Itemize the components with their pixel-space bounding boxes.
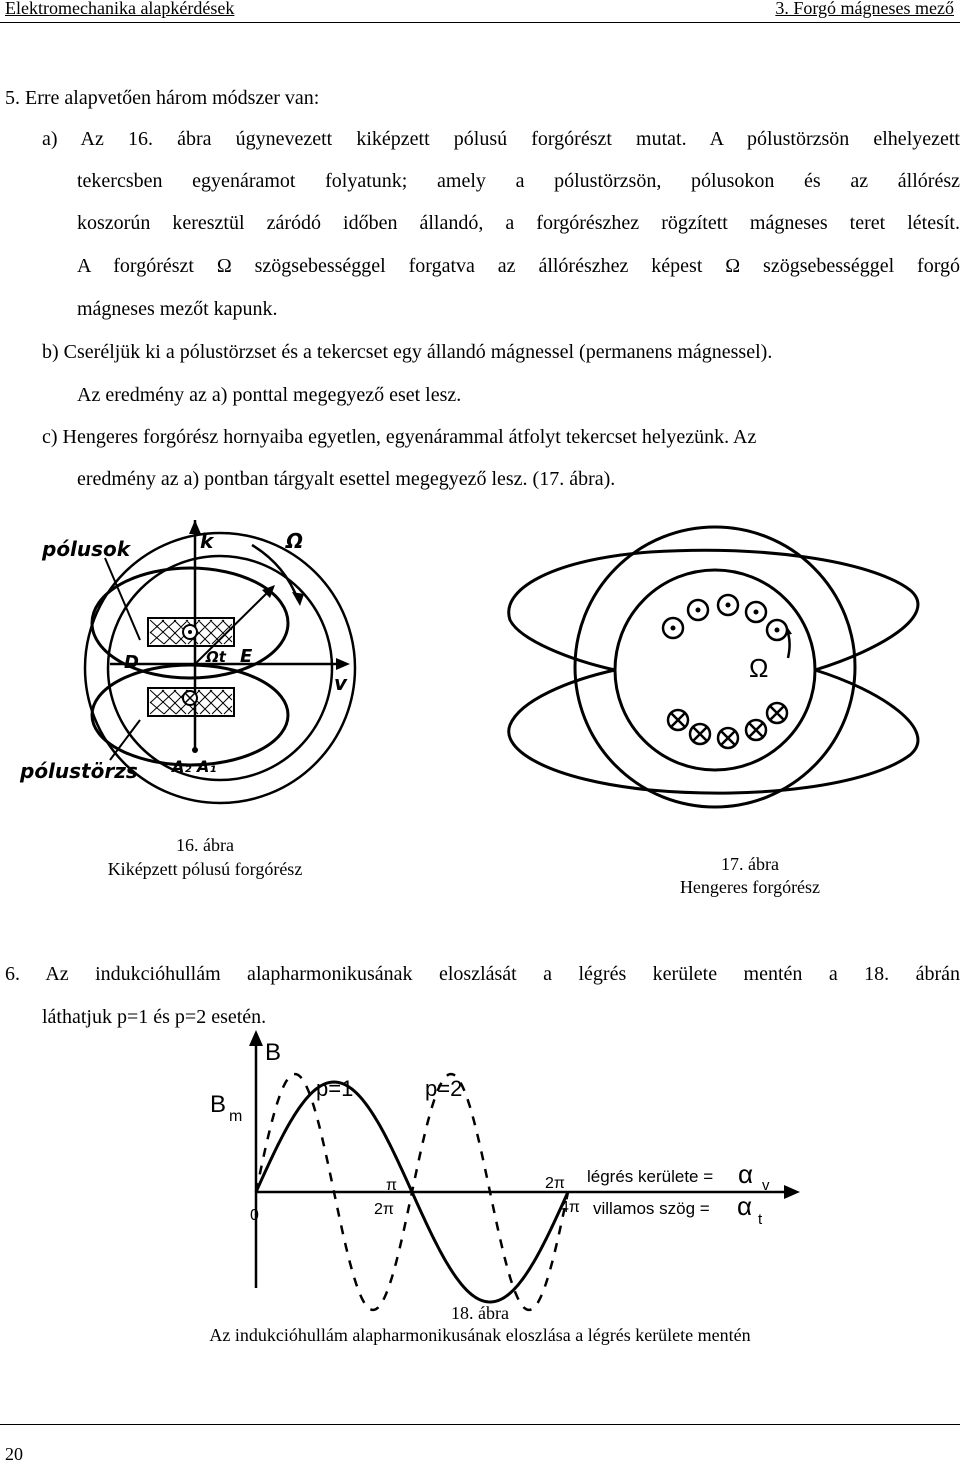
villamos-subscript: t [758,1211,763,1228]
rotor-circle [615,570,815,770]
item-b-line2: Az eredmény az a) ponttal megegyező eset lesz. [77,384,462,406]
page-number: 20 [5,1444,23,1464]
field-line-bottom [509,670,918,793]
label-k: k [200,529,214,553]
item-a-line2: tekercsben egyenáramot folyatunk; amely a pólustörzsön, pólusokon és az állórész [77,170,960,192]
p2-label: p=2 [425,1076,463,1101]
omega-arrowhead [292,592,304,606]
item-a-line5: mágneses mezőt kapunk. [77,298,278,320]
villamos-label: villamos szög = [593,1199,710,1218]
item-b-line1: b) Cseréljük ki a pólustörzset és a tekercset egy állandó mágnessel (permanens mágnessel). [42,341,773,363]
item-a-line1: a) Az 16. ábra úgynevezett kiképzett pólusú forgórészt mutat. A pólustörzsön elhelyezett [42,128,960,150]
figure-16-diagram [0,520,380,800]
figure-17-diagram [530,520,960,830]
bm-label: B [210,1091,227,1118]
header-right: 3. Forgó mágneses mező [775,0,954,18]
item-a-line4: A forgórészt Ω szögsebességgel forgatva az állórészhez képest Ω szögsebességgel forgó [77,255,960,277]
label-omega: Ω [286,529,304,553]
figure-16-title: Kiképzett pólusú forgórész [107,859,303,879]
y-arrowhead [249,1030,263,1046]
legres-alpha: α [738,1159,754,1189]
label-E: E [240,646,253,667]
figure-18-title: Az indukcióhullám alapharmonikusának eloszlása a légrés kerülete mentén [209,1325,751,1345]
item-c-line2: eredmény az a) pontban tárgyalt esettel megegyező lesz. (17. ábra). [77,468,616,490]
omega-label: Ω [749,653,769,683]
conductors-in [668,703,787,748]
label-polusok: pólusok [42,537,131,561]
origin-label: 0 [250,1207,259,1224]
paragraph-5-intro: 5. Erre alapvetően három módszer van: [5,87,320,109]
legres-subscript: v [762,1177,770,1194]
tick-2pi-bottom: 2π [374,1201,394,1218]
label-polustorzs: pólustörzs [20,759,138,783]
header-left: Elektromechanika alapkérdések [5,0,235,18]
paragraph-6-line1: 6. Az indukcióhullám alapharmonikusának eloszlását a légrés kerülete mentén a 18. ábrán [5,963,960,985]
item-a-line3: koszorún keresztül záródó időben állandó, a forgórészhez rögzített mágneses teret létesít. [77,212,960,234]
tick-2pi-top: 2π [545,1175,565,1192]
label-v: v [334,671,348,695]
label-D: D [124,652,139,673]
tick-4pi-bottom: 4π [560,1199,580,1216]
figure-16-number: 16. ábra [176,835,234,855]
field-line-top [509,550,918,670]
x-arrowhead [784,1185,800,1199]
p1-label: p=1 [316,1076,354,1101]
polusok-pointer [105,558,140,640]
figure-17-title: Hengeres forgórész [679,877,821,897]
label-omega-t: Ωt [206,648,226,666]
label-A2-A1: A₂ A₁ [172,757,217,776]
paragraph-6-line2: láthatjuk p=1 és p=2 esetén. [42,1006,267,1028]
footer-rule [0,1424,960,1425]
figure-17-number: 17. ábra [721,854,779,874]
v-arrowhead [336,658,350,670]
y-axis-label: B [265,1039,282,1066]
tick-pi-top: π [386,1177,398,1194]
item-c-line1: c) Hengeres forgórész hornyaiba egyetlen, egyenárammal átfolyt tekercset helyezünk. Az [42,426,757,448]
pole-top [92,568,288,678]
legres-label: légrés kerülete = [587,1167,714,1186]
figure-18-number: 18. ábra [451,1303,509,1323]
villamos-alpha: α [737,1191,753,1221]
bm-subscript: m [229,1108,243,1125]
conductors-out [663,595,787,640]
page-header [0,0,960,23]
figure-18-chart [0,1030,960,1310]
